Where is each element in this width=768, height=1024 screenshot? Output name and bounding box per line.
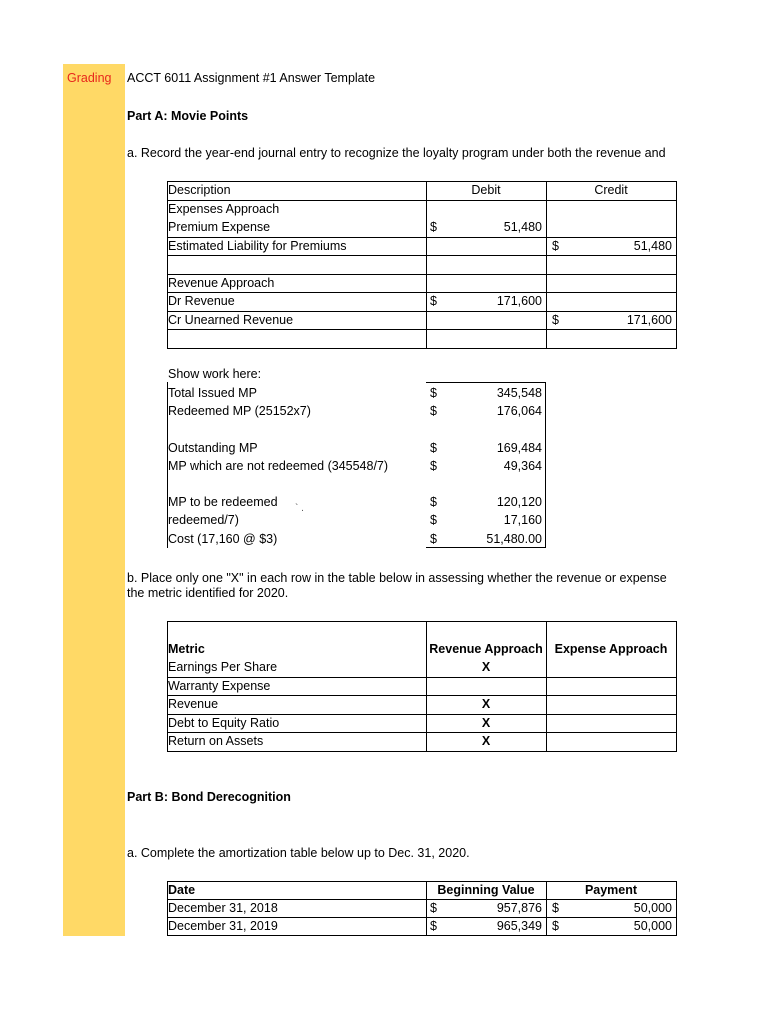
metric-row-name: Revenue: [168, 697, 219, 711]
table-grid-line: [167, 348, 677, 349]
amort-row-beginning-value: 957,876: [496, 901, 542, 915]
metric-row-revenue-mark: X: [481, 697, 491, 711]
table-grid-line: [546, 881, 547, 936]
metric-row-name: Earnings Per Share: [168, 660, 278, 674]
journal-row-description: Dr Revenue: [168, 294, 235, 308]
table-grid-line: [546, 181, 547, 349]
table-grid-line: [167, 181, 168, 349]
table-grid-line: [676, 881, 677, 936]
table-grid-line: [167, 695, 677, 696]
amort-row-payment: 50,000: [633, 901, 672, 915]
table-grid-line: [167, 329, 677, 330]
work-row-symbol: $: [430, 513, 437, 528]
metric-header-metric: Metric: [168, 642, 205, 656]
part-b-heading: Part B: Bond Derecognition: [127, 790, 291, 804]
stray-mark: ` .: [295, 503, 304, 514]
journal-row-credit-symbol: $: [552, 238, 559, 253]
amort-row-bv-symbol: $: [430, 919, 437, 933]
work-row-value: 345,548: [496, 386, 542, 400]
amort-row-payment-symbol: $: [552, 919, 559, 933]
table-grid-line: [167, 714, 677, 715]
table-grid-line: [167, 881, 677, 882]
work-row-value: 49,364: [503, 458, 542, 473]
table-grid-line: [167, 255, 677, 256]
table-grid-line: [167, 237, 677, 238]
work-row-value: 17,160: [503, 513, 542, 528]
journal-row-debit: 171,600: [496, 294, 542, 308]
table-grid-line: [167, 751, 677, 752]
amort-row-beginning-value: 965,349: [496, 919, 542, 933]
journal-row-credit: [546, 255, 672, 273]
table-grid-line: [167, 311, 677, 312]
work-row-value: 51,480.00: [486, 531, 542, 546]
metric-row-expense-mark: [546, 658, 676, 676]
work-row-value: 176,064: [496, 404, 542, 419]
table-grid-line: [167, 899, 677, 900]
work-row-value: [426, 420, 542, 438]
metric-row-revenue-mark: [426, 677, 546, 695]
work-row-label: Cost (17,160 @ $3): [168, 531, 278, 546]
amort-row-bv-symbol: $: [430, 901, 437, 915]
amort-header-date: Date: [168, 883, 196, 897]
grading-column: [63, 64, 125, 936]
work-row-label: MP which are not redeemed (345548/7): [168, 458, 389, 473]
table-grid-line: [167, 732, 677, 733]
table-grid-line: [426, 181, 427, 349]
metric-row-revenue-mark: X: [481, 715, 491, 730]
journal-header-description: Description: [168, 183, 231, 197]
journal-row-credit: 171,600: [626, 312, 672, 327]
work-row-label: Outstanding MP: [168, 440, 258, 455]
journal-row-debit: [426, 200, 542, 218]
journal-row-description: Premium Expense: [168, 220, 271, 234]
table-grid-line: [167, 621, 677, 622]
journal-row-debit: [426, 311, 542, 329]
part-a-question-b-line1: b. Place only one "X" in each row in the table below in assessing whether the revenue or expense: [127, 571, 667, 585]
work-row-value: [426, 475, 542, 493]
table-grid-line: [167, 200, 677, 201]
table-grid-line: [167, 181, 677, 182]
part-b-question-a: a. Complete the amortization table below up to Dec. 31, 2020.: [127, 846, 470, 860]
work-row-label: MP to be redeemed: [168, 495, 278, 510]
journal-row-debit: [426, 329, 542, 347]
journal-row-credit: [546, 329, 672, 347]
journal-row-debit-symbol: $: [430, 294, 437, 308]
metric-row-expense-mark: [546, 714, 676, 732]
metric-header-expense: Expense Approach: [554, 642, 668, 656]
work-row-symbol: $: [430, 495, 437, 510]
metric-row-name: Debt to Equity Ratio: [168, 715, 280, 730]
table-grid-line: [676, 621, 677, 752]
metric-row-name: Return on Assets: [168, 734, 264, 748]
journal-row-debit-symbol: $: [430, 220, 437, 234]
metric-header-revenue: Revenue Approach: [429, 642, 543, 656]
show-work-label: Show work here:: [168, 367, 262, 381]
work-row-label: redeemed/7): [168, 513, 239, 528]
work-row-symbol: $: [430, 531, 437, 546]
work-row-value: 120,120: [496, 495, 542, 510]
work-row-symbol: $: [430, 458, 437, 473]
journal-row-credit: [546, 274, 672, 292]
part-a-heading: Part A: Movie Points: [127, 109, 249, 123]
journal-row-description: Estimated Liability for Premiums: [168, 238, 347, 253]
journal-header-debit: Debit: [471, 183, 501, 197]
work-row-label: Redeemed MP (25152x7): [168, 404, 311, 419]
metric-row-revenue-mark: X: [481, 734, 491, 748]
journal-row-description: Expenses Approach: [168, 201, 280, 216]
table-grid-line: [167, 935, 677, 936]
document-title: ACCT 6011 Assignment #1 Answer Template: [127, 71, 376, 85]
metric-row-expense-mark: [546, 732, 676, 750]
amort-row-payment-symbol: $: [552, 901, 559, 915]
table-grid-line: [167, 677, 677, 678]
part-a-question-b-line2: the metric identified for 2020.: [127, 586, 289, 600]
journal-row-description: Cr Unearned Revenue: [168, 312, 294, 327]
amort-row-date: December 31, 2018: [168, 901, 278, 915]
work-row-symbol: $: [430, 440, 437, 455]
journal-row-debit: [426, 255, 542, 273]
metric-row-expense-mark: [546, 677, 676, 695]
work-row-label: Total Issued MP: [168, 386, 257, 400]
journal-row-debit: 51,480: [503, 220, 542, 234]
journal-row-credit: 51,480: [633, 238, 672, 253]
amort-row-date: December 31, 2019: [168, 919, 278, 933]
work-row-symbol: $: [430, 404, 437, 419]
journal-row-credit-symbol: $: [552, 312, 559, 327]
table-grid-line: [167, 292, 677, 293]
journal-row-description: Revenue Approach: [168, 275, 275, 290]
table-grid-line: [167, 881, 168, 936]
table-grid-line: [167, 621, 168, 752]
journal-row-credit: [546, 218, 672, 236]
metric-row-name: Warranty Expense: [168, 678, 271, 693]
work-row-symbol: $: [430, 386, 437, 400]
metric-row-expense-mark: [546, 695, 676, 713]
amort-row-payment: 50,000: [633, 919, 672, 933]
work-row-value: 169,484: [496, 440, 542, 455]
amort-header-payment: Payment: [584, 883, 638, 897]
table-grid-line: [167, 917, 677, 918]
table-grid-line: [426, 621, 427, 752]
table-grid-line: [546, 621, 547, 752]
metric-row-revenue-mark: X: [481, 660, 491, 674]
journal-row-debit: [426, 274, 542, 292]
journal-row-credit: [546, 292, 672, 310]
part-a-question-a: a. Record the year-end journal entry to recognize the loyalty program under both the revenue and: [127, 146, 666, 160]
journal-row-credit: [546, 200, 672, 218]
table-grid-line: [426, 881, 427, 936]
table-grid-line: [167, 274, 677, 275]
amort-header-beginning-value: Beginning Value: [437, 883, 535, 897]
table-grid-line: [676, 181, 677, 349]
journal-row-debit: [426, 237, 542, 255]
grading-label: Grading: [67, 71, 112, 85]
journal-header-credit: Credit: [594, 183, 628, 197]
